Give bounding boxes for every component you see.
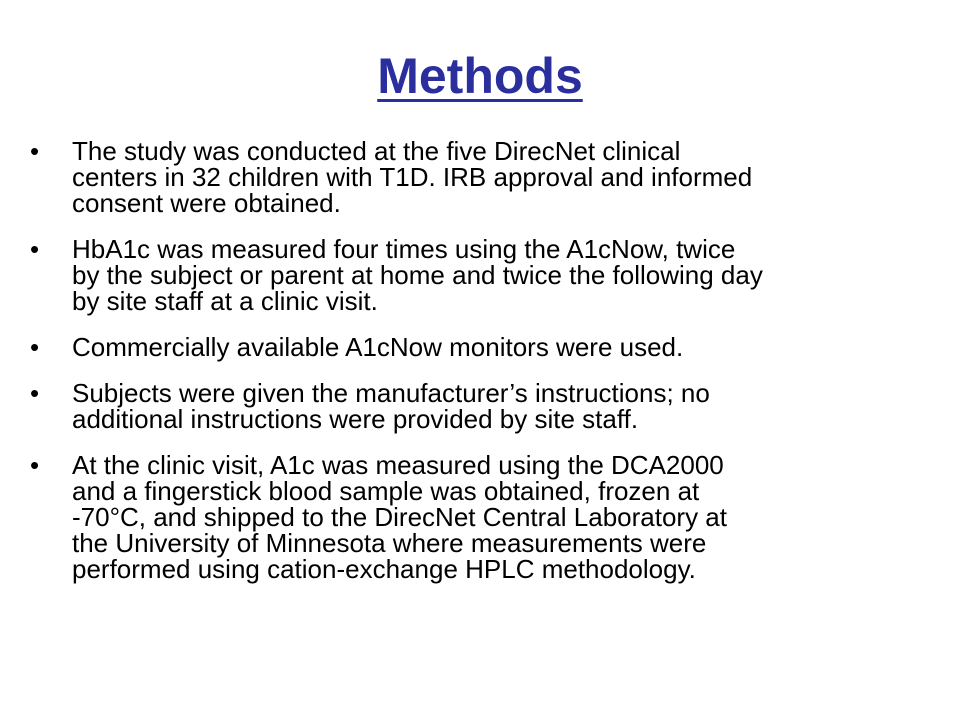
bullet-text: Subjects were given the manufacturer’s instructions; no additional instructions were provided by site staff. bbox=[72, 378, 710, 434]
bullet-icon: • bbox=[30, 234, 40, 264]
bullet-item-instructions bbox=[30, 380, 930, 432]
bullet-text: Commercially available A1cNow monitors were used. bbox=[72, 332, 684, 362]
bullet-item-monitors bbox=[30, 334, 930, 360]
bullet-icon: • bbox=[30, 378, 40, 408]
bullet-icon: • bbox=[30, 450, 40, 480]
slide-title: Methods bbox=[377, 48, 583, 104]
bullet-text: The study was conducted at the five DirecNet clinical centers in 32 children with T1D. IRB approval and informed consent were obtained. bbox=[72, 136, 753, 218]
bullet-text: HbA1c was measured four times using the A1cNow, twice by the subject or parent at home and twice the following day by site staff at a clinic visit. bbox=[72, 234, 763, 316]
bullet-icon: • bbox=[30, 136, 40, 166]
bullet-item-study-sites bbox=[30, 138, 930, 216]
bullet-list bbox=[30, 138, 930, 602]
bullet-item-clinic-visit bbox=[30, 452, 930, 582]
bullet-item-hba1c-measurement bbox=[30, 236, 930, 314]
bullet-icon: • bbox=[30, 332, 40, 362]
bullet-text: At the clinic visit, A1c was measured using the DCA2000 and a fingerstick blood sample was obtained, frozen at -70°C, and shipped to the DirecNet Central Laboratory at the University of Minnesota where measurements were performed using cation-exchange HPLC methodology. bbox=[72, 450, 727, 584]
